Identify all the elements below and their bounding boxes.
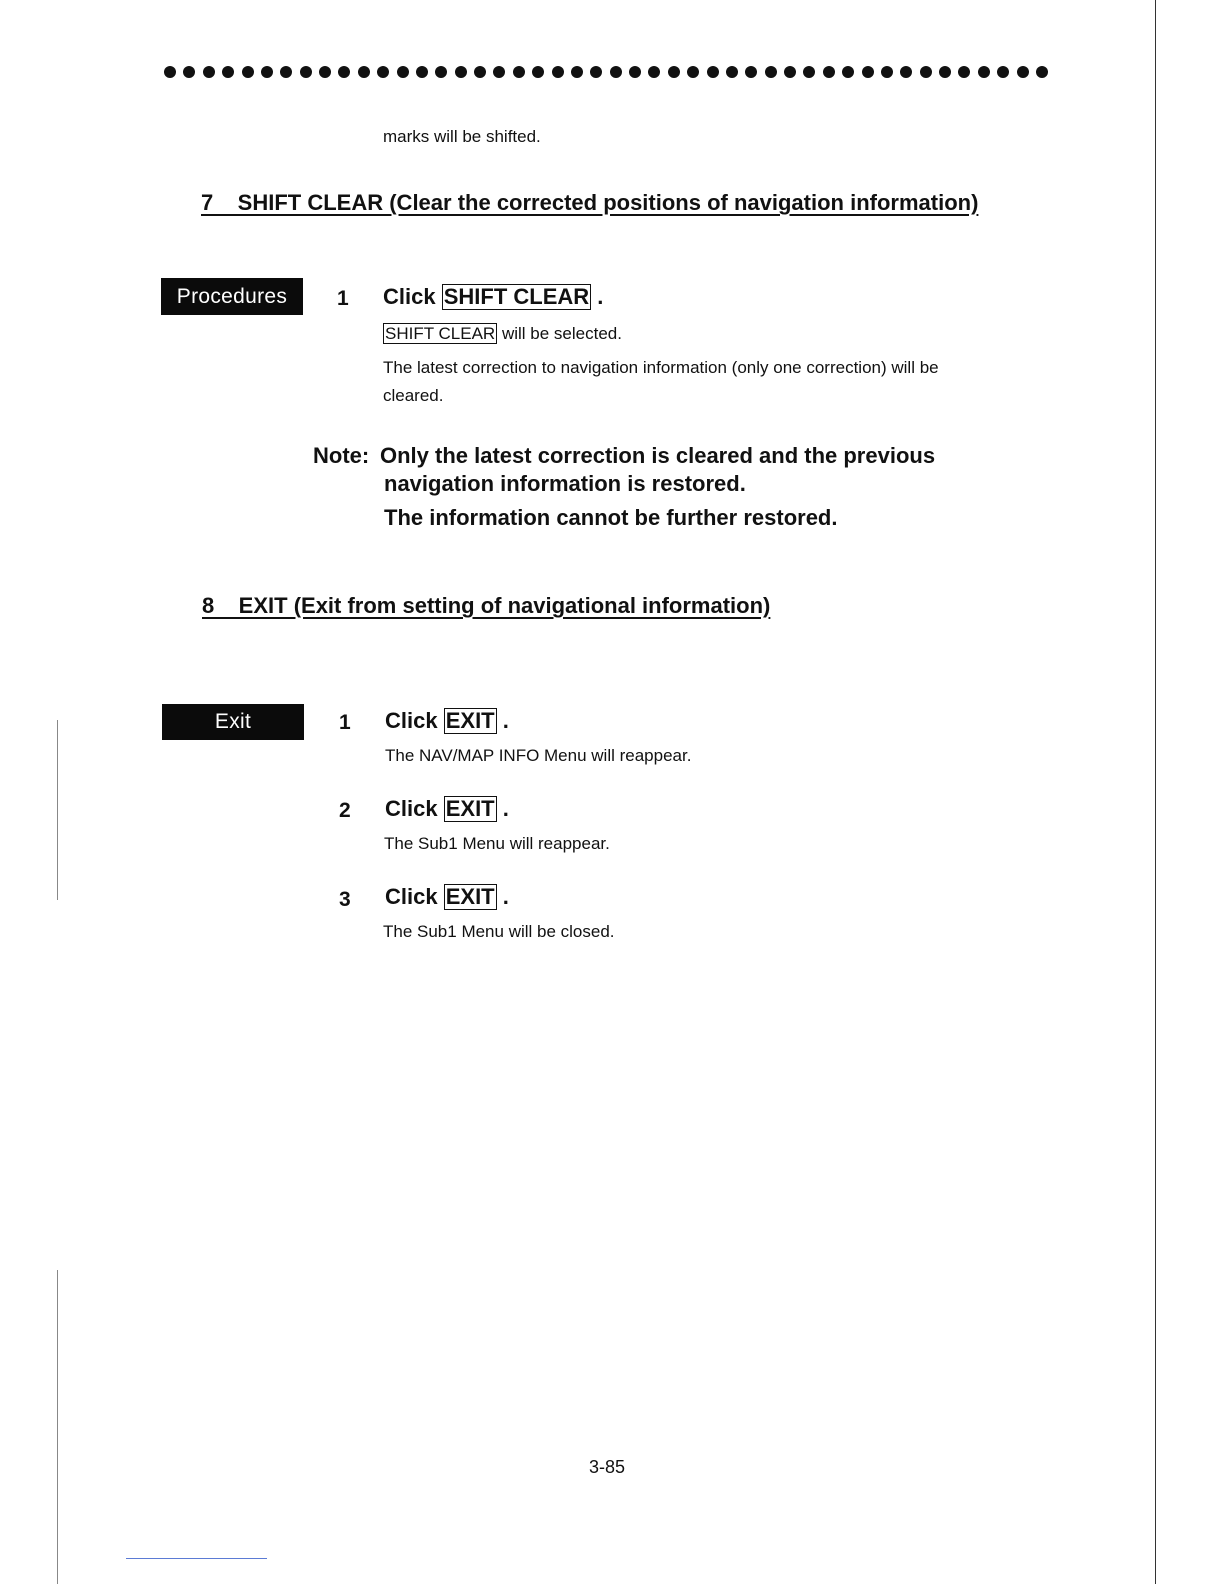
rule-dot: [629, 66, 641, 78]
rule-dot: [610, 66, 622, 78]
rule-dot: [513, 66, 525, 78]
rule-dot: [493, 66, 505, 78]
rule-dot: [803, 66, 815, 78]
rule-dot: [648, 66, 660, 78]
step-number: 2: [339, 799, 351, 822]
rule-dot: [203, 66, 215, 78]
rule-dot: [435, 66, 447, 78]
continuation-text: marks will be shifted.: [383, 127, 541, 146]
rule-dot: [958, 66, 970, 78]
step-instruction: [385, 796, 509, 822]
rule-dot: [900, 66, 912, 78]
rule-dot: [1017, 66, 1029, 78]
left-margin-line-lower: [57, 1270, 58, 1584]
period: .: [502, 796, 509, 821]
step-number: 3: [339, 888, 351, 911]
step-description: The Sub1 Menu will be closed.: [383, 922, 615, 941]
rule-dot: [416, 66, 428, 78]
rule-dot: [552, 66, 564, 78]
dotted-rule: [164, 62, 1048, 82]
rule-dot: [377, 66, 389, 78]
rule-dot: [726, 66, 738, 78]
rule-dot: [784, 66, 796, 78]
rule-dot: [842, 66, 854, 78]
rule-dot: [590, 66, 602, 78]
exit-key: EXIT: [445, 884, 495, 909]
exit-key: EXIT: [445, 796, 495, 821]
note-prefix: Note:: [313, 443, 370, 468]
rule-dot: [261, 66, 273, 78]
selected-text: will be selected.: [501, 324, 622, 343]
step-description: The Sub1 Menu will reappear.: [384, 834, 610, 853]
rule-dot: [881, 66, 893, 78]
period: .: [502, 708, 509, 733]
rule-dot: [707, 66, 719, 78]
section-8-heading: 8 EXIT (Exit from setting of navigational information): [202, 593, 771, 618]
period: .: [597, 284, 604, 309]
exit-label: Exit: [162, 704, 304, 740]
rule-dot: [745, 66, 757, 78]
rule-dot: [532, 66, 544, 78]
rule-dot: [338, 66, 350, 78]
step-number: 1: [337, 287, 349, 310]
step-description-line1: The latest correction to navigation information (only one correction) will be: [383, 358, 939, 377]
shift-clear-key-small: SHIFT CLEAR: [385, 324, 496, 343]
rule-dot: [920, 66, 932, 78]
rule-dot: [455, 66, 467, 78]
rule-dot: [164, 66, 176, 78]
rule-dot: [300, 66, 312, 78]
rule-dot: [319, 66, 331, 78]
rule-dot: [222, 66, 234, 78]
selected-line: [383, 320, 622, 348]
click-word: Click: [385, 708, 438, 733]
step-number: 1: [339, 711, 351, 734]
step-instruction: [385, 708, 509, 734]
left-margin-line-upper: [57, 720, 58, 900]
step-description: The NAV/MAP INFO Menu will reappear.: [385, 746, 692, 765]
click-word: Click: [385, 884, 438, 909]
rule-dot: [1036, 66, 1048, 78]
exit-key: EXIT: [445, 708, 495, 733]
rule-dot: [668, 66, 680, 78]
rule-dot: [765, 66, 777, 78]
rule-dot: [242, 66, 254, 78]
page-number: 3-85: [589, 1457, 626, 1477]
rule-dot: [978, 66, 990, 78]
step-instruction: [385, 884, 509, 910]
rule-dot: [823, 66, 835, 78]
right-margin-line: [1155, 0, 1156, 1584]
note-line1: Only the latest correction is cleared and the previous: [380, 443, 936, 468]
shift-clear-key: SHIFT CLEAR: [443, 284, 590, 309]
rule-dot: [183, 66, 195, 78]
step-description-line2: cleared.: [383, 386, 444, 405]
footer-rule: [126, 1558, 267, 1559]
rule-dot: [571, 66, 583, 78]
step-instruction: [383, 284, 603, 310]
click-word: Click: [385, 796, 438, 821]
note-line3: The information cannot be further restored.: [384, 505, 838, 530]
procedures-label: Procedures: [161, 278, 303, 315]
rule-dot: [862, 66, 874, 78]
rule-dot: [397, 66, 409, 78]
rule-dot: [687, 66, 699, 78]
section-7-heading: 7 SHIFT CLEAR (Clear the corrected positions of navigation information): [201, 190, 979, 215]
rule-dot: [358, 66, 370, 78]
click-word: Click: [383, 284, 436, 309]
rule-dot: [280, 66, 292, 78]
note-line2: navigation information is restored.: [384, 471, 746, 496]
rule-dot: [474, 66, 486, 78]
rule-dot: [939, 66, 951, 78]
rule-dot: [997, 66, 1009, 78]
period: .: [502, 884, 509, 909]
